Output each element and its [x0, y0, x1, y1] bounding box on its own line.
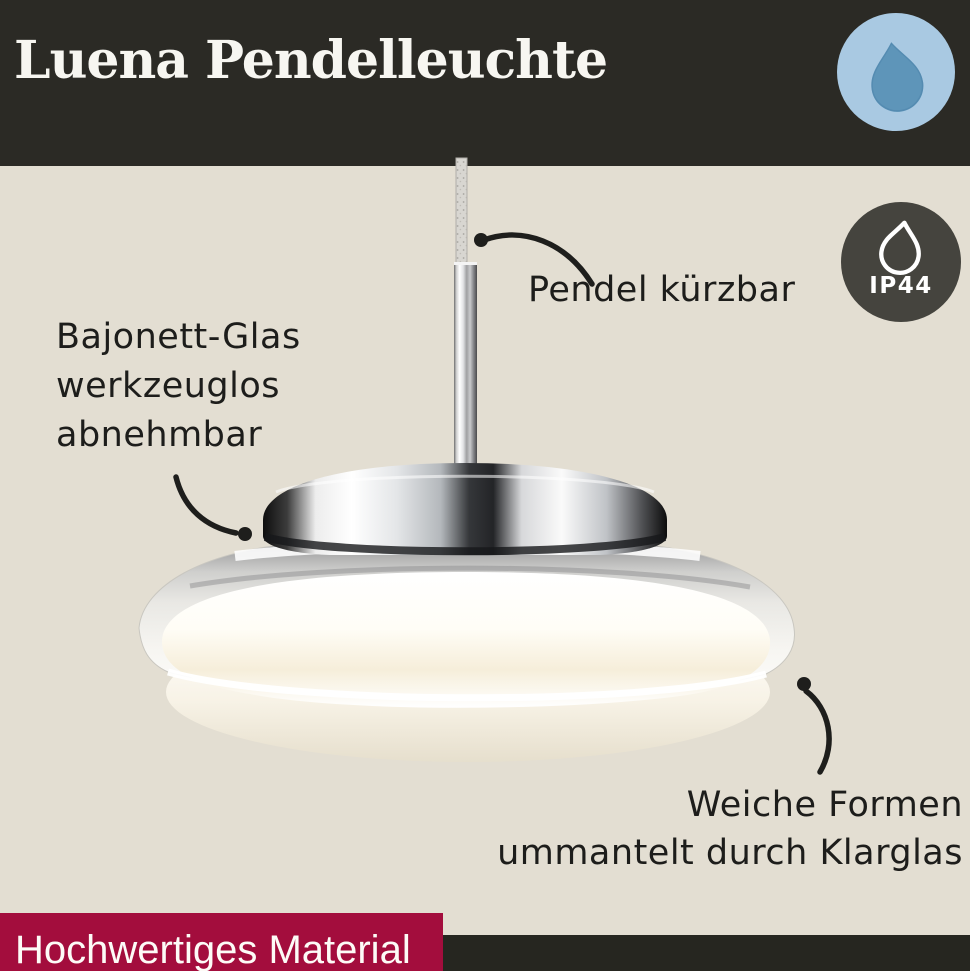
weiche-callout-arrow — [797, 677, 829, 772]
footer-label: Hochwertiges Material — [15, 928, 411, 971]
ip44-label: IP44 — [869, 273, 933, 299]
pendant-rod — [454, 262, 477, 470]
annotation-weiche-line2: ummantelt durch Klarglas — [497, 833, 963, 873]
annotation-bajonett-line2: werkzeuglos — [56, 366, 280, 406]
annotation-pendel: Pendel kürzbar — [528, 270, 796, 310]
chrome-canopy — [263, 463, 667, 555]
product-title: Luena Pendelleuchte — [14, 30, 608, 91]
annotation-weiche — [497, 781, 963, 877]
footer-accent-bar — [0, 913, 443, 971]
bajonett-callout-arrow — [176, 477, 252, 541]
annotation-weiche-line1: Weiche Formen — [686, 785, 963, 825]
suspension-cable — [456, 158, 467, 266]
footer-dark-bar — [443, 935, 970, 971]
annotation-bajonett-line3: abnehmbar — [56, 415, 263, 455]
annotation-bajonett — [56, 313, 301, 460]
annotation-bajonett-line1: Bajonett-Glas — [56, 317, 301, 357]
